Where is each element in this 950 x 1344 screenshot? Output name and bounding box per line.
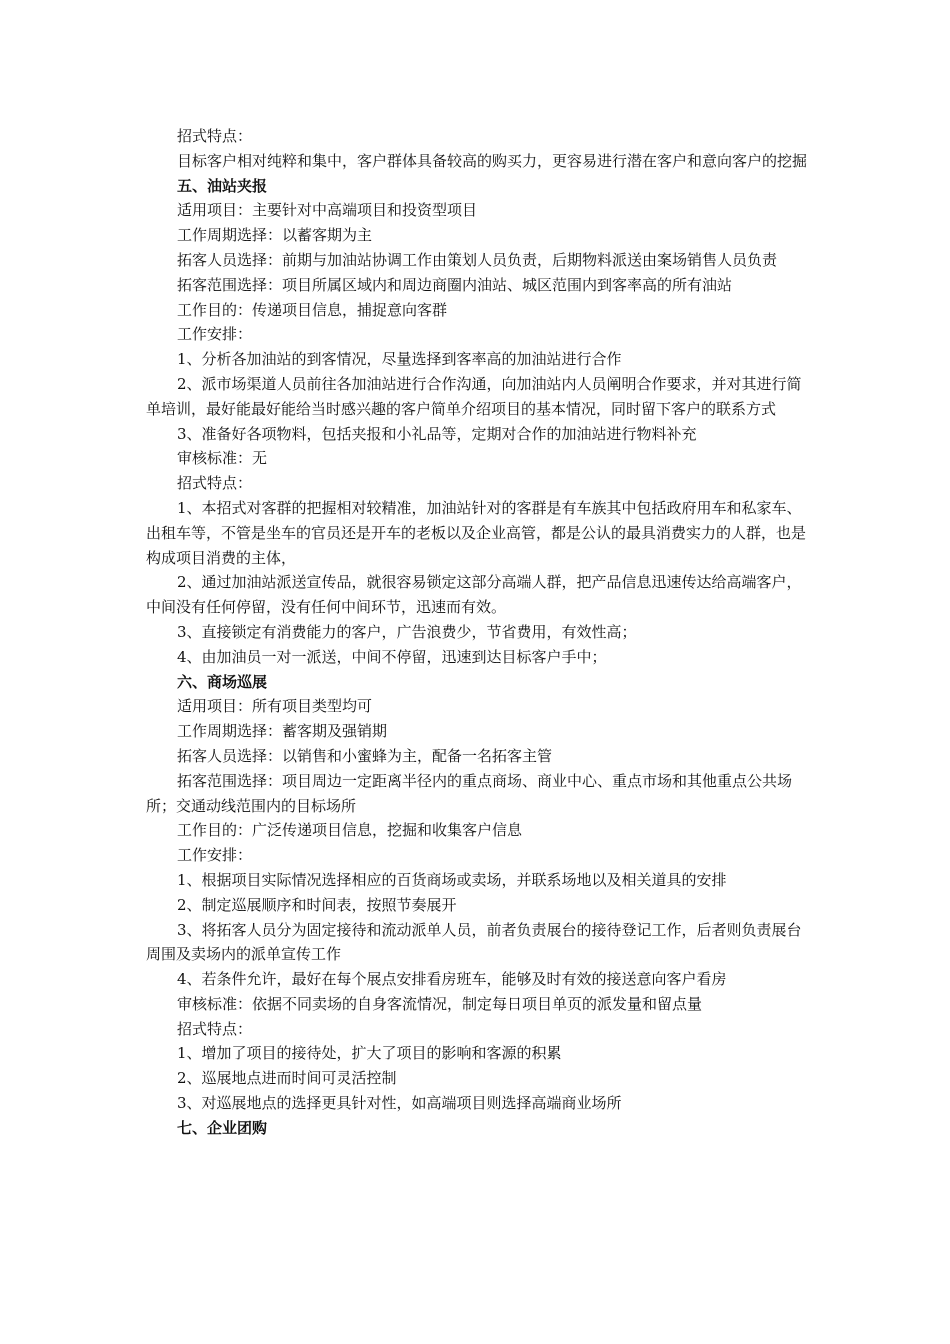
paragraph: 拓客范围选择：项目所属区域内和周边商圈内油站、城区范围内到客率高的所有油站 — [177, 275, 733, 294]
paragraph: 4、由加油员一对一派送，中间不停留，迅速到达目标客户手中； — [177, 647, 607, 666]
paragraph: 3、将拓客人员分为固定接待和流动派单人员，前者负责展台的接待登记工作，后者则负责展台周围及卖场内的派单宣传工作 — [146, 920, 802, 964]
paragraph: 拓客范围选择：项目周边一定距离半径内的重点商场、商业中心、重点市场和其他重点公共场所；交通动线范围内的目标场所 — [146, 771, 793, 815]
paragraph: 1、根据项目实际情况选择相应的百货商场或卖场，并联系场地以及相关道具的安排 — [177, 870, 727, 889]
document-page — [146, 124, 814, 1141]
paragraph: 工作周期选择：蓄客期及强销期 — [177, 722, 388, 741]
paragraph: 2、制定巡展顺序和时间表，按照节奏展开 — [177, 895, 457, 914]
paragraph: 3、准备好各项物料，包括夹报和小礼品等，定期对合作的加油站进行物料补充 — [177, 424, 697, 443]
paragraph: 目标客户相对纯粹和集中，客户群体具备较高的购买力，更容易进行潜在客户和意向客户的挖掘 — [177, 151, 808, 170]
paragraph: 适用项目：所有项目类型均可 — [177, 697, 373, 716]
paragraph: 3、对巡展地点的选择更具针对性，如高端项目则选择高端商业场所 — [177, 1094, 622, 1113]
section-heading: 七、企业团购 — [177, 1118, 268, 1137]
paragraph: 拓客人员选择：前期与加油站协调工作由策划人员负责，后期物料派送由案场销售人员负责 — [177, 250, 778, 269]
paragraph: 适用项目：主要针对中高端项目和投资型项目 — [177, 201, 478, 220]
paragraph: 招式特点： — [177, 1019, 253, 1038]
paragraph: 工作安排： — [177, 325, 253, 344]
paragraph: 3、直接锁定有消费能力的客户，广告浪费少，节省费用，有效性高； — [177, 622, 637, 641]
paragraph: 工作目的：广泛传递项目信息，挖掘和收集客户信息 — [177, 821, 523, 840]
paragraph: 工作安排： — [177, 846, 253, 865]
paragraph: 1、分析各加油站的到客情况，尽量选择到客率高的加油站进行合作 — [177, 350, 622, 369]
paragraph: 1、本招式对客群的把握相对较精准，加油站针对的客群是有车族其中包括政府用车和私家车、出租车等，不管是坐车的官员还是开车的老板以及企业高管，都是公认的最具消费实力的人群，也是构成项目消费的主体， — [146, 498, 807, 567]
paragraph: 工作目的：传递项目信息，捕捉意向客群 — [177, 300, 448, 319]
section-heading: 六、商场巡展 — [177, 672, 268, 691]
section-heading: 五、油站夹报 — [177, 176, 268, 195]
paragraph: 审核标准：依据不同卖场的自身客流情况，制定每日项目单页的派发量和留点量 — [177, 994, 703, 1013]
paragraph: 2、通过加油站派送宣传品，就很容易锁定这部分高端人群，把产品信息迅速传达给高端客户，中间没有任何停留，没有任何中间环节，迅速而有效。 — [146, 573, 802, 617]
paragraph: 拓客人员选择：以销售和小蜜蜂为主，配备一名拓客主管 — [177, 746, 553, 765]
paragraph: 4、若条件允许，最好在每个展点安排看房班车，能够及时有效的接送意向客户看房 — [177, 970, 727, 989]
paragraph: 2、派市场渠道人员前往各加油站进行合作沟通，向加油站内人员阐明合作要求，并对其进行简单培训，最好能最好能给当时感兴趣的客户简单介绍项目的基本情况，同时留下客户的联系方式 — [146, 374, 802, 418]
paragraph: 工作周期选择：以蓄客期为主 — [177, 226, 373, 245]
paragraph: 1、增加了项目的接待处，扩大了项目的影响和客源的积累 — [177, 1044, 562, 1063]
paragraph: 2、巡展地点进而时间可灵活控制 — [177, 1069, 397, 1088]
paragraph: 审核标准：无 — [177, 449, 268, 468]
paragraph: 招式特点： — [177, 474, 253, 493]
paragraph: 招式特点： — [177, 127, 253, 145]
